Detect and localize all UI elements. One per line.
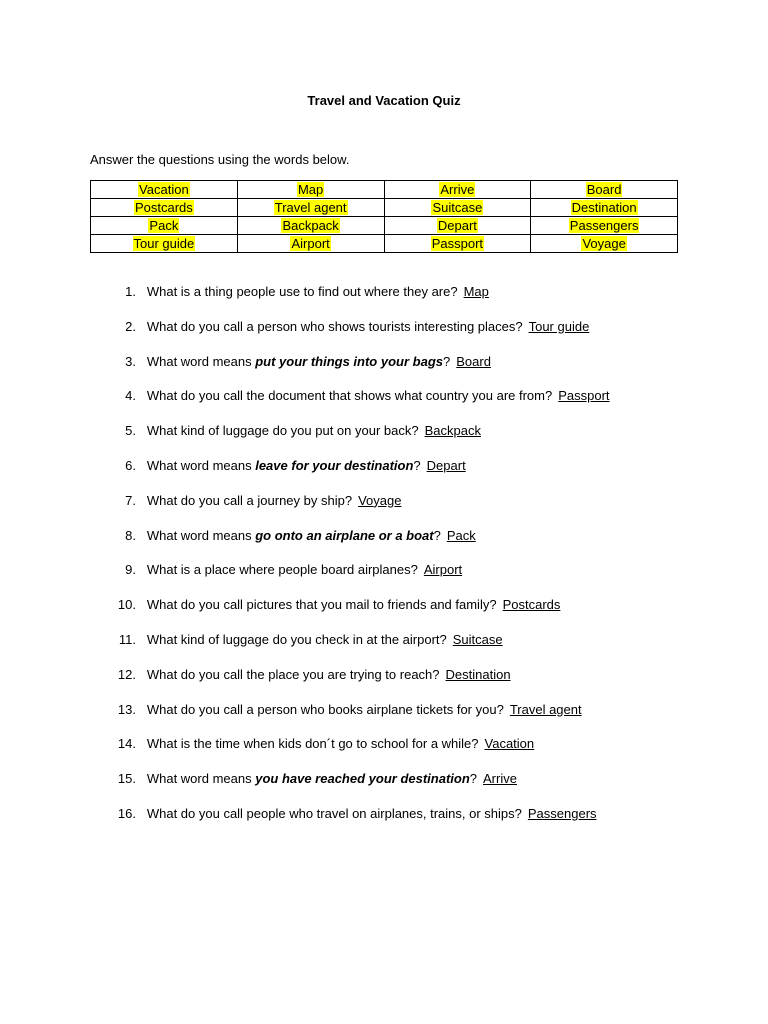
question-item — [100, 770, 740, 805]
word-bank-cell — [531, 235, 678, 253]
question-number: 4. — [125, 388, 136, 404]
answer-text: Travel agent — [509, 701, 582, 717]
question-text: What kind of luggage do you put on your back? — [146, 423, 419, 439]
question-number: 10. — [117, 597, 136, 613]
question-item — [100, 596, 740, 631]
question-item — [100, 561, 740, 596]
answer-text: Passengers — [527, 805, 597, 821]
question-item — [100, 527, 740, 562]
question-item — [100, 805, 740, 840]
answer-text: Postcards — [502, 597, 561, 613]
question-number: 12. — [117, 666, 136, 682]
question-emphasis: put your things into your bags — [255, 353, 443, 369]
answer-text: Board — [456, 353, 491, 369]
question-text: What do you call the place you are trying to reach? — [146, 666, 440, 682]
question-item — [100, 666, 740, 701]
question-item — [100, 457, 740, 492]
word-bank-cell — [237, 181, 384, 199]
question-number: 5. — [125, 423, 136, 439]
question-text: What is a place where people board airplanes? — [146, 562, 418, 578]
word-bank-word: Vacation — [139, 181, 189, 197]
word-bank-word: Pack — [149, 217, 179, 233]
answer-text: Voyage — [358, 492, 402, 508]
answer-text: Pack — [446, 527, 476, 543]
question-number: 9. — [125, 562, 136, 578]
answer-text: Destination — [445, 666, 511, 682]
question-number: 16. — [117, 805, 136, 821]
question-text: What do you call people who travel on airplanes, trains, or ships? — [146, 805, 522, 821]
question-number: 6. — [125, 457, 136, 473]
question-emphasis: you have reached your destination — [255, 771, 470, 787]
page-title: Travel and Vacation Quiz — [307, 93, 461, 108]
word-bank-table — [90, 180, 678, 253]
question-number: 15. — [117, 771, 136, 787]
answer-text: Airport — [423, 562, 463, 578]
answer-text: Depart — [426, 457, 466, 473]
word-bank-word: Board — [586, 181, 622, 197]
question-punctuation: ? — [469, 771, 478, 787]
question-number: 13. — [117, 701, 136, 717]
word-bank-word: Map — [297, 181, 324, 197]
question-text: What word means — [146, 353, 256, 369]
question-text: What word means — [146, 527, 256, 543]
question-number: 1. — [125, 284, 136, 299]
answer-text: Suitcase — [452, 631, 503, 647]
question-text: What word means — [146, 771, 256, 787]
word-bank-cell — [531, 181, 678, 199]
instructions-text: Answer the questions using the words below. — [90, 152, 350, 167]
question-text: What do you call a person who books airplane tickets for you? — [146, 701, 504, 717]
word-bank-word: Postcards — [134, 199, 193, 215]
question-number: 14. — [117, 736, 136, 752]
question-emphasis: go onto an airplane or a boat — [255, 527, 434, 543]
question-item — [100, 318, 740, 353]
word-bank-cell — [531, 217, 678, 235]
word-bank-row — [91, 181, 678, 199]
answer-text: Map — [463, 284, 489, 299]
word-bank-word: Suitcase — [432, 199, 483, 215]
word-bank-word: Tour guide — [133, 235, 195, 251]
word-bank-word: Passport — [431, 235, 484, 251]
word-bank-word: Travel agent — [274, 199, 347, 215]
word-bank-cell — [384, 181, 531, 199]
word-bank-cell — [237, 217, 384, 235]
question-number: 7. — [125, 492, 136, 508]
answer-text: Arrive — [483, 771, 517, 787]
word-bank-word: Arrive — [440, 181, 475, 197]
question-text: What do you call a person who shows tourists interesting places? — [146, 318, 523, 334]
question-text: What do you call pictures that you mail to friends and family? — [146, 597, 497, 613]
question-item — [100, 701, 740, 736]
word-bank-cell — [384, 217, 531, 235]
question-number: 2. — [125, 318, 136, 334]
word-bank-word: Voyage — [582, 235, 626, 251]
answer-text: Passport — [558, 388, 610, 404]
question-text: What is a thing people use to find out where they are? — [146, 284, 458, 299]
question-item — [100, 422, 740, 457]
word-bank-cell — [237, 235, 384, 253]
question-number: 11. — [118, 631, 136, 647]
question-item — [100, 387, 740, 422]
word-bank-cell — [91, 181, 238, 199]
word-bank-row — [91, 235, 678, 253]
word-bank-word: Backpack — [282, 217, 339, 233]
question-punctuation: ? — [413, 457, 421, 473]
question-item — [100, 283, 740, 318]
word-bank-cell — [91, 235, 238, 253]
word-bank-cell — [384, 199, 531, 217]
question-text: What kind of luggage do you check in at the airport? — [146, 631, 447, 647]
question-text: What word means — [146, 457, 256, 473]
word-bank-row — [91, 199, 678, 217]
word-bank-cell — [91, 217, 238, 235]
question-item — [100, 492, 740, 527]
word-bank-cell — [384, 235, 531, 253]
answer-text: Backpack — [424, 423, 481, 439]
question-text: What do you call the document that shows what country you are from? — [146, 388, 553, 404]
word-bank-cell — [237, 199, 384, 217]
question-item — [100, 735, 740, 770]
word-bank-cell — [531, 199, 678, 217]
word-bank-word: Airport — [291, 235, 330, 251]
question-punctuation: ? — [443, 353, 451, 369]
word-bank-word: Depart — [437, 217, 477, 233]
question-punctuation: ? — [433, 527, 441, 543]
question-emphasis: leave for your destination — [255, 457, 414, 473]
word-bank-row — [91, 217, 678, 235]
word-bank-word: Passengers — [569, 217, 639, 233]
question-item — [100, 631, 740, 666]
question-text: What is the time when kids don´t go to school for a while? — [146, 736, 479, 752]
word-bank-word: Destination — [571, 199, 637, 215]
question-number: 3. — [125, 353, 136, 369]
question-list — [100, 283, 740, 840]
answer-text: Tour guide — [528, 318, 590, 334]
word-bank-cell — [91, 199, 238, 217]
question-number: 8. — [125, 527, 136, 543]
question-item — [100, 353, 740, 388]
answer-text: Vacation — [484, 736, 535, 752]
question-text: What do you call a journey by ship? — [146, 492, 353, 508]
